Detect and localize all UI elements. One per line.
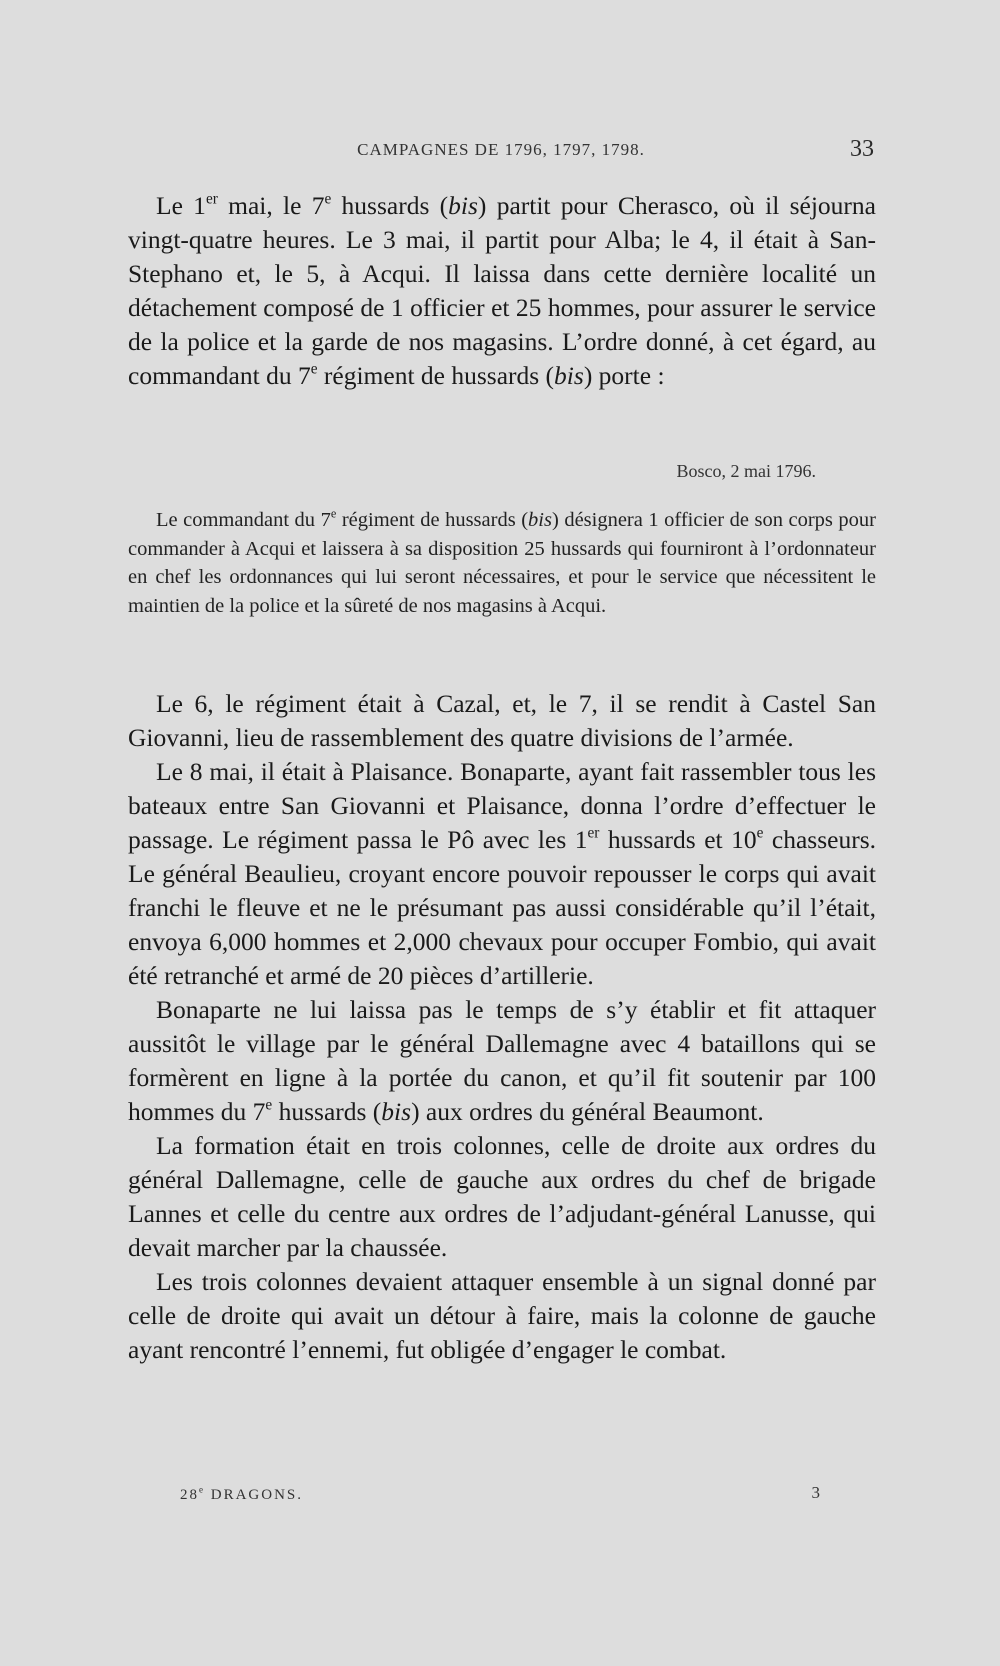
superscript: er <box>587 824 600 842</box>
text-run: hussards ( <box>331 191 449 220</box>
text-run: Le 8 mai, il était à Plaisance. Bonaparte, ayant fait rassembler tous les bateaux entre San Giovanni et Plaisance, donna l’ordre d’effectuer le passage. Le régiment passa le Pô avec les 1 <box>128 757 876 854</box>
signature-text: DRAGONS. <box>205 1487 304 1503</box>
signature-mark: 3 <box>811 1483 820 1502</box>
italic-text: bis <box>448 191 478 220</box>
superscript: e <box>330 506 337 521</box>
opening-section <box>128 189 876 393</box>
page-header <box>128 136 874 166</box>
paragraph-6: Les trois colonnes devaient attaquer ensemble à un signal donné par celle de droite qui avait un détour à faire, mais la colonne de gauche ayant rencontré l’ennemi, fut obligée d’engager le combat. <box>128 1267 876 1364</box>
italic-text: bis <box>528 509 552 531</box>
main-section <box>128 687 876 1367</box>
paragraph-2: Le 6, le régiment était à Cazal, et, le 7, il se rendit à Castel San Giovanni, lieu de rassemblement des quatre divisions de l’armée. <box>128 689 876 752</box>
superscript: er <box>205 190 218 208</box>
text-run: ) porte : <box>583 361 665 390</box>
signature-number: 28 <box>180 1487 199 1503</box>
paragraph-4 <box>128 993 876 1129</box>
quote-paragraph <box>128 506 876 620</box>
text-run: Bonaparte ne lui laissa pas le temps de s’y établir et fit attaquer aussitôt le village par le général Dallemagne avec 4 bataillons qui se formèrent en ligne à la portée du canon, et qu’il fit soutenir par 100 hommes du 7 <box>128 995 876 1126</box>
text-run: chasseurs. Le général Beaulieu, croyant encore pouvoir repousser le corps qui avait franchi le fleuve et ne le présumant pas aussi considérable qu’il l’était, envoya 6,000 hommes et 2,000 chevaux pour occuper Fombio, qui avait été retranché et armé de 20 pièces d’artillerie. <box>128 825 876 990</box>
italic-text: bis <box>381 1097 412 1126</box>
text-run: régiment de hussards ( <box>336 509 529 531</box>
paragraph-3 <box>128 755 876 993</box>
superscript: e <box>756 824 764 842</box>
paragraph-5: La formation était en trois colonnes, celle de droite aux ordres du général Dallemagne, celle de gauche aux ordres du chef de brigade Lannes et celle du centre aux ordres de l’adjudant-général Lanusse, qui devait marcher par la chaussée. <box>128 1131 876 1262</box>
text-run: Le 1 <box>156 191 206 220</box>
dateline: Bosco, 2 mai 1796. <box>676 461 816 481</box>
printer-signature <box>180 1484 304 1504</box>
text-run: hussards ( <box>272 1097 382 1126</box>
superscript: e <box>310 360 318 378</box>
text-run: ) désignera 1 officier de son corps pour commander à Acqui et laissera à sa disposition 25 hussards qui fourniront à l’ordonnateur en chef les ordonnances qui lui seront nécessaires, et pour le service que nécessitent le maintien de la police et la sûreté de nos magasins à Acqui. <box>128 509 876 617</box>
page-footer <box>180 1483 820 1511</box>
superscript: e <box>265 1096 273 1114</box>
superscript: e <box>199 1484 205 1495</box>
paragraph-1 <box>128 189 876 393</box>
text-run: ) aux ordres du général Beaumont. <box>411 1097 764 1126</box>
italic-text: bis <box>554 361 584 390</box>
superscript: e <box>324 190 332 208</box>
quoted-order <box>128 506 876 620</box>
page-number: 33 <box>850 136 874 162</box>
text-run: mai, le 7 <box>217 191 325 220</box>
text-run: hussards et 10 <box>599 825 757 854</box>
text-run: Le commandant du 7 <box>156 509 331 531</box>
running-title: CAMPAGNES DE 1796, 1797, 1798. <box>357 140 645 159</box>
text-run: régiment de hussards ( <box>317 361 555 390</box>
text-run: ) partit pour Cherasco, où il séjourna vingt-quatre heures. Le 3 mai, il partit pour Alba; le 4, il était à San-Stephano et, le 5, à Acqui. Il laissa dans cette dernière localité un détachement composé de 1 officier et 25 hommes, pour assurer le service de la police et la garde de nos magasins. L’ordre donné, à cet égard, au commandant du 7 <box>128 191 876 390</box>
